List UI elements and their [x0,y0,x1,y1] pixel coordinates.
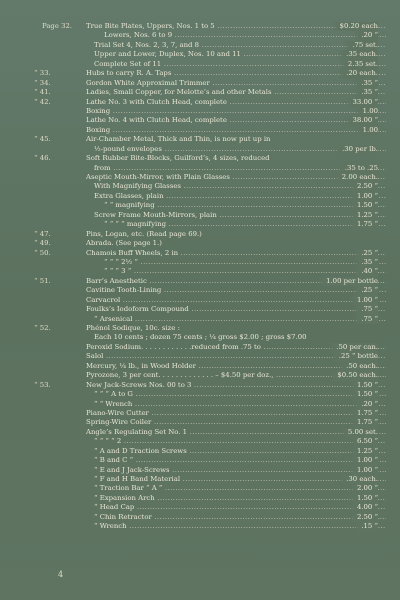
price-list-row [48,267,386,276]
item-description [94,390,386,399]
item-price: .30 each. [338,475,378,484]
item-description-text: Angle’s Regulating Set No. 1 ..... [86,428,386,436]
item-description [86,230,386,239]
item-description [94,503,386,512]
item-description-text: Salol ..... [86,352,386,360]
item-price: .75 “ [353,315,378,324]
item-price: $0.50 each. [329,371,378,380]
item-description [94,333,386,342]
item-description [94,315,386,324]
item-price: .75 “ [353,305,378,314]
item-price: 1.75 “ [349,418,378,427]
item-description [104,31,386,40]
price-list-row [34,276,386,286]
item-description [86,135,386,144]
price-list-row [34,69,386,78]
item-description [104,201,386,210]
price-list-row [48,447,386,456]
item-description-text: “ “ “ “ 2 ..... [94,437,386,445]
item-price: 2.35 set. [340,60,378,69]
item-description-text: Ladies, Small Copper, for Melotte’s and other Metals ..... [86,88,386,96]
item-price: 1.00 per bottle [318,277,378,286]
item-description [94,513,386,522]
price-list-row [34,135,386,144]
item-price: .20 “ [353,31,378,40]
price-list-row [42,22,386,31]
item-description [94,41,386,50]
price-list-row [34,88,386,97]
price-list-row [48,305,386,314]
item-price: .35 “ [353,79,378,88]
item-description [86,154,386,163]
item-description-text: Peroxid Sodium. . . . . . . . . . . .reduced from .75 to ..... [86,343,386,351]
item-description-text: Upper and Lower, Duplex, Nos. 10 and 11 ..... [94,50,386,58]
item-description [94,522,386,531]
page-reference: “ 33. [34,69,51,78]
item-description-text: Air-Chamber Metal, Thick and Thin, is now put up in [86,135,271,144]
item-price: 5.00 set. [340,428,378,437]
price-list-row [48,296,386,305]
price-list-row [48,333,386,342]
item-description-text: “ “ “ 3 “ ..... [104,267,386,275]
item-description-text: Spring-Wire Coiler ..... [86,418,386,426]
price-list-row [48,192,386,201]
item-description [94,192,386,201]
item-description-text: Boxing ..... [86,126,386,134]
price-list-row [48,522,386,531]
page-reference: “ 41. [34,88,51,97]
item-price: 1.50 “ [349,390,378,399]
item-description-text: Complete Set of 11 ..... [94,60,386,68]
item-price: .50 each. [338,362,378,371]
item-description [86,239,386,248]
item-description-text: Extra Glasses, plain ..... [94,192,386,200]
item-description-text: “ Expansion Arch ..... [94,494,386,502]
item-description [104,220,386,229]
item-description-text: Foulks’s Iodoform Compound ..... [86,305,386,313]
item-description [94,494,386,503]
item-description [94,484,386,493]
item-description [94,400,386,409]
price-list-row [48,400,386,409]
price-list-row [48,475,386,484]
price-list-row [48,494,386,503]
page-reference: “ 49. [34,239,51,248]
item-description [86,381,386,390]
price-list-row [48,173,386,182]
price-list-row [48,220,386,229]
item-price: 2.50 “ [349,182,378,191]
page-reference: “ 34. [34,78,51,87]
item-price: $0.20 each [332,22,378,31]
item-price: 2.50 “ [349,513,378,522]
price-list-row [48,145,386,154]
item-price: .35 each. [338,50,378,59]
item-description-text: Lathe No. 4 with Clutch Head, complete ..... [86,116,386,124]
price-list-row [34,78,386,88]
item-description-text: Carvacrol ..... [86,296,386,304]
item-description-text: “ F and H Band Material ..... [94,475,386,483]
price-list-row [48,164,386,173]
item-price: .35 “ [353,258,378,267]
item-price: 38.00 “ [345,116,378,125]
item-price: .25 “ [353,286,378,295]
page-reference: “ 45. [34,135,51,144]
item-description-text: Soft Rubber Bite-Blocks, Guilford’s, 4 sizes, reduced [86,154,270,163]
price-list-row [48,50,386,59]
item-price: .25 “ bottle [331,352,378,361]
price-list-row [48,390,386,399]
item-description [104,267,386,276]
item-description [86,116,386,125]
item-description [94,182,386,191]
item-description-text: New Jack-Screws Nos. 00 to 3 ..... [86,381,386,389]
price-list-row [48,343,386,352]
item-price: .35 to .25 [337,164,378,173]
item-description-text: Pyrozone, 3 per cent. . . . . . . . . . . . . – $4.50 per doz., ..... [86,371,386,379]
item-description-text: Hubs to carry R. A. Taps ..... [86,69,386,77]
item-description-text: “ E and J Jack-Screws ..... [94,466,386,474]
item-price: 1.25 “ [349,447,378,456]
item-description-text: Lathe No. 3 with Clutch Head, complete ..... [86,98,386,106]
item-price: 1.00 “ [349,456,378,465]
item-description [86,305,386,314]
page-reference: “ 47. [34,229,51,238]
price-list-row [48,484,386,493]
price-list-row [48,315,386,324]
price-list-row [34,229,386,239]
item-price: .15 “ [353,522,378,531]
item-description-text: True Bite Plates, Uppers, Nos. 1 to 5 ..... [86,22,386,30]
item-description-text: Aseptic Mouth-Mirror, with Plain Glasses ..... [86,173,386,181]
item-description-text: “ “ “ 2½ “ ..... [104,258,386,266]
page-reference: “ 52. [34,324,51,332]
price-list-row [48,371,386,380]
item-price: .30 per lb. [334,145,378,154]
item-price: 1.50 “ [349,494,378,503]
item-description-text: “ A and D Traction Screws ..... [94,447,386,455]
price-list-row [48,60,386,69]
item-price: 2.00 each. [334,173,378,182]
price-list-row [48,428,386,437]
item-price: .50 per can. [328,343,378,352]
item-price: 1.00 [355,126,378,135]
item-description-text: Cavitine Tooth-Lining ..... [86,286,386,294]
item-price: 1.00 “ [349,296,378,305]
item-description [94,211,386,220]
item-description-text: Each 10 cents ; dozen 75 cents ; ¼ gross $2.00 ; gross $7.00 [94,333,307,342]
item-price: 1.50 “ [349,381,378,390]
item-description [86,126,386,135]
price-list-row [48,513,386,522]
price-list-row [34,324,386,333]
page-reference: “ 42. [34,97,51,106]
item-price: 1.75 “ [349,220,378,229]
item-description [94,466,386,475]
item-description-text: “ “ “ A to G ..... [94,390,386,398]
item-price: 1.00 “ [349,192,378,201]
price-list-row [48,258,386,267]
page-reference: “ 46. [34,154,51,163]
item-price: .35 “ [353,88,378,97]
price-list-row [48,437,386,446]
price-list-row [48,126,386,135]
item-description [86,88,386,97]
item-description [94,447,386,456]
price-list-row [48,418,386,427]
item-price: .75 set. [344,41,378,50]
item-description-text: “ “ magnifying ..... [104,201,386,209]
price-list [34,22,386,532]
item-price: .20 each. [338,69,378,78]
item-description [94,437,386,446]
price-list-row [48,31,386,40]
price-list-row [48,116,386,125]
item-description-text: Trial Set 4, Nos. 2, 3, 7, and 8 ..... [94,41,386,49]
item-price: 6.50 “ [349,437,378,446]
item-price: 4.00 “ [349,503,378,512]
page-number: 4 [58,570,64,579]
price-list-row [48,466,386,475]
page-reference: “ 53. [34,380,51,389]
item-description-text: With Magnifying Glasses ..... [94,182,386,190]
item-description-text: “ “ Wrench ..... [94,400,386,408]
item-description [86,409,386,418]
price-list-row [48,107,386,116]
item-description-text: Abrada. (See page 1.) [86,239,162,248]
price-list-row [34,380,386,390]
item-description [86,324,386,333]
item-description [104,258,386,267]
price-list-row [34,239,386,248]
item-description-text: Pins, Logan, etc. (Read page 69.) [86,229,202,238]
item-description [86,79,386,88]
item-price: 1.50 “ [349,201,378,210]
item-description [86,296,386,305]
item-price: 33.00 “ [345,98,378,107]
price-list-row [48,352,386,361]
item-description-text: “ B and C “ ..... [94,456,386,464]
price-list-row [34,248,386,258]
item-description-text: Boxing ..... [86,107,386,115]
price-list-row [48,362,386,371]
item-description [86,98,386,107]
item-price: 1.00 “ [349,466,378,475]
item-description-text: Chamois Buff Wheels, 2 in ..... [86,249,386,257]
page-reference: “ 50. [34,248,51,257]
item-description-text: Gordon White Approximal Trimmer ..... [86,79,386,87]
price-list-row [48,409,386,418]
item-price: .25 “ [353,249,378,258]
item-description-text: “ Chin Retractor ..... [94,513,386,521]
item-description-text: “ Traction Bar “ A ” ..... [94,484,386,492]
price-list-row [48,211,386,220]
page-reference: “ 51. [34,276,51,285]
page-reference: Page 32. [42,22,73,30]
item-description-text: Barr’s Anesthetic ..... [86,277,386,285]
item-price: 1.25 “ [349,211,378,220]
item-description-text: “ Wrench ..... [94,522,386,530]
price-list-row [48,182,386,191]
item-description-text: Lowers, Nos. 6 to 9 ..... [104,31,386,39]
item-description [86,418,386,427]
item-description-text: ½-pound envelopes ..... [94,145,386,153]
price-list-row [34,97,386,107]
price-list-row [34,154,386,163]
item-price: .20 “ [353,400,378,409]
item-description-text: “ Head Cap ..... [94,503,386,511]
item-description-text: Phénol Sodique, 10c. size : [86,324,180,332]
item-price: 2.00 “ [349,484,378,493]
price-list-row [48,286,386,295]
item-description-text: Mercury, ¼ lb., in Wood Holder ..... [86,362,386,370]
price-list-row [48,503,386,512]
item-description-text: Piano-Wire Cutter ..... [86,409,386,417]
item-description [86,286,386,295]
item-price: 1.00 [355,107,378,116]
item-price: 1.75 “ [349,409,378,418]
price-list-row [48,456,386,465]
item-description-text: “ “ “ “ magnifying ..... [104,220,386,228]
item-description [86,249,386,258]
item-description [94,456,386,465]
price-list-row [48,201,386,210]
price-list-row [48,41,386,50]
item-description-text: from ..... [94,164,386,172]
item-description [86,107,386,116]
item-description-text: “ Arsenical ..... [94,315,386,323]
item-price: .40 “ [353,267,378,276]
item-description-text: Screw Frame Mouth-Mirrors, plain ..... [94,211,386,219]
